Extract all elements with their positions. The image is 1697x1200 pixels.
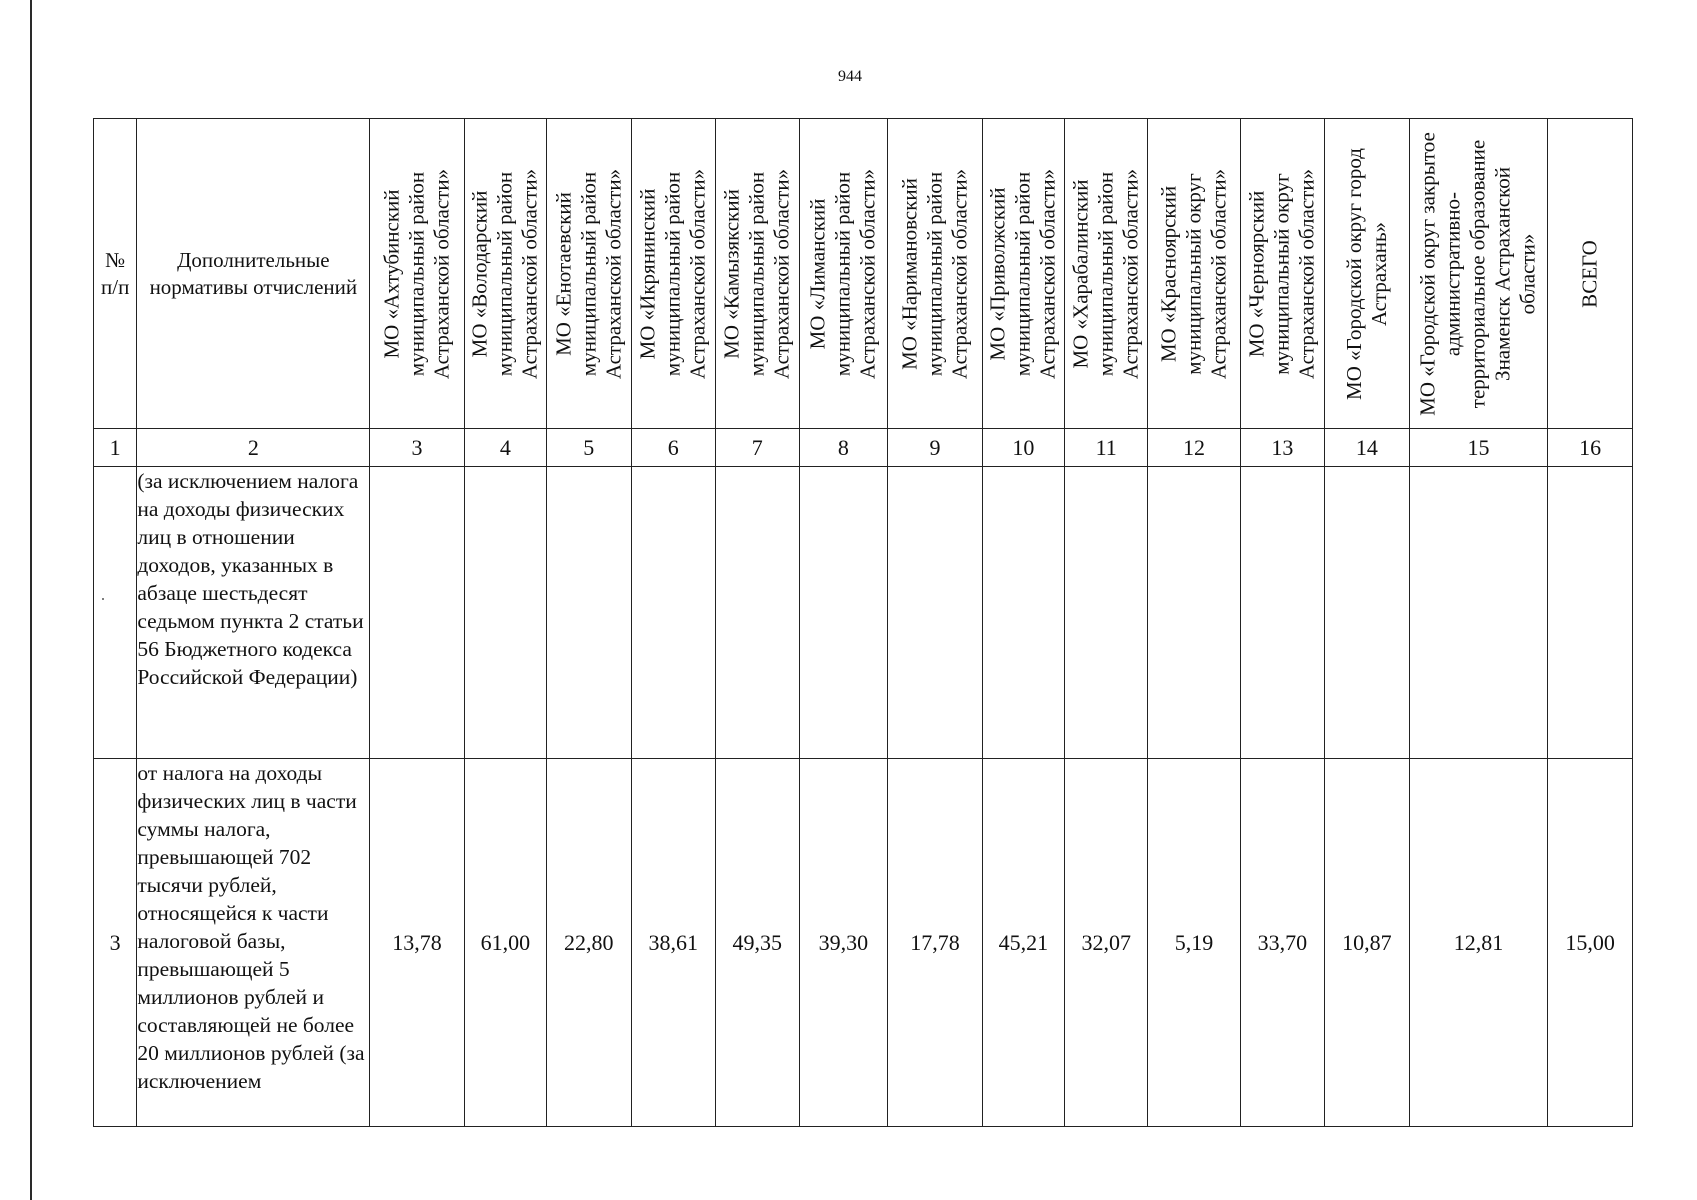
header-municipality-label: МО «Городской округ город Астрахань»	[1341, 147, 1391, 400]
row-value: 12,81	[1409, 759, 1548, 1127]
column-number: 11	[1065, 429, 1148, 467]
column-number: 1	[94, 429, 137, 467]
header-municipality-label: МО «Володарский муниципальный район Астраханской области»	[467, 168, 542, 379]
header-municipality-label: МО «Лиманский муниципальный район Астраханской области»	[805, 168, 880, 379]
row-value: 45,21	[982, 759, 1064, 1127]
row-value	[716, 467, 799, 759]
column-number: 6	[631, 429, 716, 467]
page-number: 944	[838, 68, 862, 85]
row-value: 17,78	[888, 759, 982, 1127]
row-description: (за исключением налога на доходы физических лиц в отношении доходов, указанных в абзаце шестьдесят седьмом пункта 2 статьи 56 Бюджетного кодекса Российской Федерации)	[137, 467, 370, 759]
row-value: 22,80	[547, 759, 632, 1127]
header-municipality	[631, 119, 716, 429]
row-value	[1240, 467, 1325, 759]
binding-line	[30, 0, 32, 1200]
row-value: 61,00	[464, 759, 546, 1127]
header-municipality-label: МО «Икрянинский муниципальный район Астраханской области»	[635, 168, 710, 379]
row-value: 33,70	[1240, 759, 1325, 1127]
table-row	[94, 467, 1633, 759]
row-value: 5,19	[1148, 759, 1240, 1127]
header-municipality	[464, 119, 546, 429]
header-number	[94, 119, 137, 429]
row-value: 49,35	[716, 759, 799, 1127]
row-number: 3	[94, 759, 137, 1127]
row-value: 15,00	[1548, 759, 1633, 1127]
header-municipality	[1065, 119, 1148, 429]
row-description: от налога на доходы физических лиц в части суммы налога, превышающей 702 тысячи рублей, относящейся к части налоговой базы, превышающей 5 миллионов рублей и составляющей не более 20 миллионов рублей (за исключением	[137, 759, 370, 1127]
column-number-row	[94, 429, 1633, 467]
row-value: 39,30	[799, 759, 888, 1127]
row-value	[1148, 467, 1240, 759]
header-municipality	[370, 119, 464, 429]
row-value: 38,61	[631, 759, 716, 1127]
row-value	[1409, 467, 1548, 759]
column-number: 9	[888, 429, 982, 467]
row-value	[370, 467, 464, 759]
header-row	[94, 119, 1633, 429]
row-value	[1548, 467, 1633, 759]
header-municipality-label: МО «Камызякский муниципальный район Астраханской области»	[719, 168, 794, 379]
column-number: 8	[799, 429, 888, 467]
column-number: 7	[716, 429, 799, 467]
header-municipality	[716, 119, 799, 429]
row-value: 10,87	[1325, 759, 1410, 1127]
column-number: 14	[1325, 429, 1410, 467]
column-number: 3	[370, 429, 464, 467]
header-municipality-label: МО «Городской округ закрытое административно-территориальное образование Знаменск Астраханской области»	[1415, 131, 1540, 416]
header-municipality-label: МО «Ахтубинский муниципальный район Астраханской области»	[379, 168, 454, 379]
row-value	[799, 467, 888, 759]
header-municipality	[1409, 119, 1548, 429]
column-number: 13	[1240, 429, 1325, 467]
row-number	[94, 467, 137, 759]
column-number: 4	[464, 429, 546, 467]
header-municipality	[1240, 119, 1325, 429]
header-municipality	[982, 119, 1064, 429]
row-value	[464, 467, 546, 759]
row-value	[1065, 467, 1148, 759]
column-number: 12	[1148, 429, 1240, 467]
header-total-label: ВСЕГО	[1577, 239, 1602, 308]
row-value: 32,07	[1065, 759, 1148, 1127]
header-description	[137, 119, 370, 429]
header-number-label: № п/п	[101, 247, 130, 299]
column-number: 5	[547, 429, 632, 467]
normatives-table	[93, 118, 1633, 1127]
header-municipality	[799, 119, 888, 429]
header-municipality-label: МО «Красноярский муниципальный округ Астраханской области»	[1156, 168, 1231, 379]
header-municipality-label: МО «Харабалинский муниципальный район Астраханской области»	[1068, 168, 1143, 379]
column-number: 15	[1409, 429, 1548, 467]
row-value	[547, 467, 632, 759]
column-number: 16	[1548, 429, 1633, 467]
table-row	[94, 759, 1633, 1127]
header-municipality	[547, 119, 632, 429]
row-value	[888, 467, 982, 759]
header-municipality-label: МО «Черноярский муниципальный округ Астраханской области»	[1244, 168, 1319, 379]
column-number: 10	[982, 429, 1064, 467]
header-description-label: Дополнительные нормативы отчислений	[149, 247, 358, 299]
row-value: 13,78	[370, 759, 464, 1127]
row-value	[982, 467, 1064, 759]
column-number: 2	[137, 429, 370, 467]
header-municipality-label: МО «Наримановский муниципальный район Астраханской области»	[897, 168, 972, 379]
header-municipality-label: МО «Енотаевский муниципальный район Астраханской области»	[551, 168, 626, 379]
row-value	[1325, 467, 1410, 759]
header-municipality	[888, 119, 982, 429]
row-value	[631, 467, 716, 759]
header-municipality-label: МО «Приволжский муниципальный район Астраханской области»	[985, 168, 1060, 379]
header-municipality	[1148, 119, 1240, 429]
header-total	[1548, 119, 1633, 429]
header-municipality	[1325, 119, 1410, 429]
